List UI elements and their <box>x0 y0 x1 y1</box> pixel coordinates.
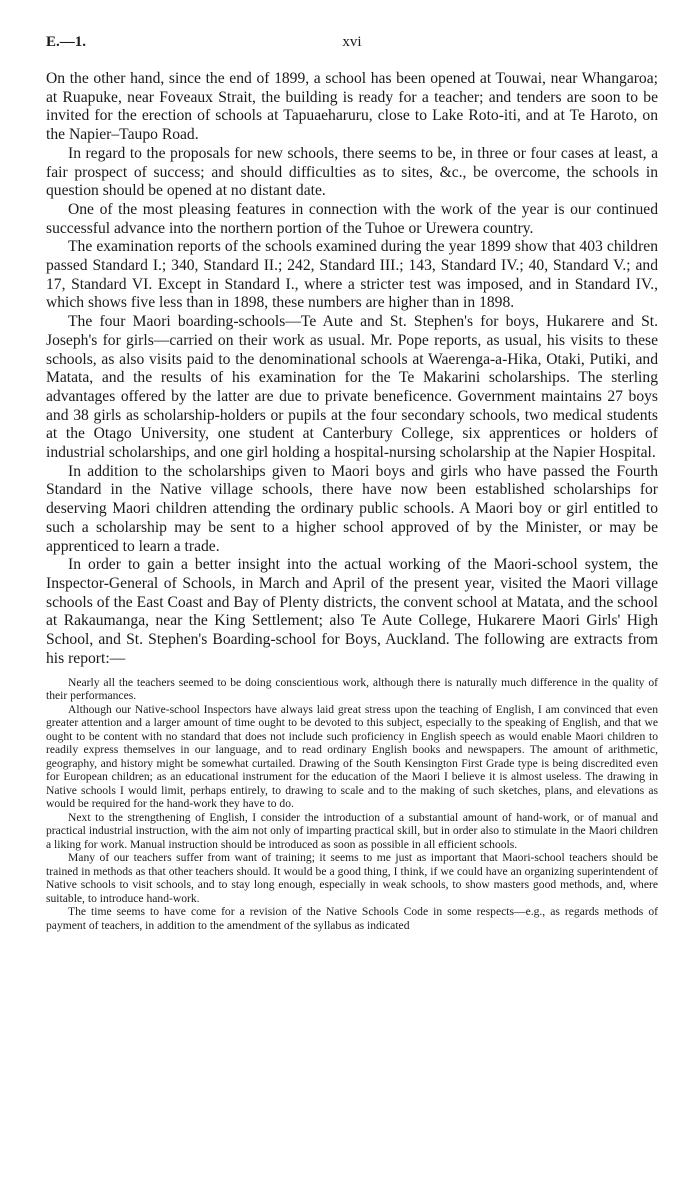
document-reference: E.—1. <box>46 34 87 50</box>
extract-hand-work: Next to the strengthening of English, I consider the introduction of a substantial amount of hand-work, or of manual and practical industrial instruction, with the aim not only of imparting practical skill, but in order also to stimulate in the Maori children a liking for work. Manual instruction should be introduced as soon as possible in all efficient schools. <box>46 810 658 851</box>
paragraph-examination-reports: The examination reports of the schools examined during the year 1899 show that 403 children passed Standard I.; 340, Standard II.; 242, Standard III.; 143, Standard IV.; 40, Standard V.; and 17, Standard VI. Except in Standard I., where a stricter test was imposed, and in Standard IV., which shows five less than in 1898, these numbers are higher than in 1898. <box>46 238 658 312</box>
page-header <box>46 34 658 70</box>
paragraph-proposals-new-schools: In regard to the proposals for new schools, there seems to be, in three or four cases at least, a fair prospect of success; and should difficulties as to sites, &c., be overcome, the schools in question should be opened at no distant date. <box>46 144 658 200</box>
paragraph-new-schools-opened: On the other hand, since the end of 1899, a school has been opened at Touwai, near Whangaroa; at Ruapuke, near Foveaux Strait, the building is ready for a teacher; and tenders are soon to be invited for the erection of schools at Tapuaeharuru, close to Lake Roto-iti, and at Te Haroto, on the Napier–Taupo Road. <box>46 70 658 144</box>
extract-teacher-training: Many of our teachers suffer from want of training; it seems to me just as important that Maori-school teachers should be trained in methods as that other teachers should. It would be a good thing, I think, if we could have an organizing superintendent of Native schools to visit schools, and to stay long enough, especially in weak schools, to show masters good methods, and, where suitable, to introduce hand-work. <box>46 851 658 905</box>
extract-teachers-conscientious: Nearly all the teachers seemed to be doing conscientious work, although there is naturally much difference in the quality of their performances. <box>46 675 658 702</box>
paragraph-inspector-general-visit: In order to gain a better insight into the actual working of the Maori-school system, the Inspector-General of Schools, in March and April of the present year, visited the Maori village schools of the East Coast and Bay of Plenty districts, the convent school at Matata, and the school at Rakaumanga, near the King Settlement; also Te Aute College, Hukarere Maori Girls' High School, and St. Stephen's Boarding-school for Boys, Auckland. The following are extracts from his report:— <box>46 556 658 667</box>
extract-code-revision: The time seems to have come for a revision of the Native Schools Code in some respects—e.g., as regards methods of payment of teachers, in addition to the amendment of the syllabus as indicated <box>46 905 658 932</box>
report-extract <box>46 676 658 933</box>
paragraph-scholarships: In addition to the scholarships given to Maori boys and girls who have passed the Fourth Standard in the Native village schools, there have now been established scholarships for deserving Maori children attending the ordinary public schools. A Maori boy or girl entitled to such a scholarship may be sent to a higher school approved of by the Minister, or may be apprenticed to learn a trade. <box>46 462 658 555</box>
report-body <box>46 70 658 669</box>
paragraph-urewera-advance: One of the most pleasing features in connection with the work of the year is our continued successful advance into the northern portion of the Tuhoe or Urewera country. <box>46 200 658 237</box>
page-number: xvi <box>342 34 362 50</box>
document-page <box>46 34 658 932</box>
paragraph-boarding-schools: The four Maori boarding-schools—Te Aute and St. Stephen's for boys, Hukarere and St. Joseph's for girls—carried on their work as usual. Mr. Pope reports, as usual, his visits to these schools, as also visits paid to the denominational schools at Waerenga-a-Hika, Otaki, Putiki, and Matata, and the results of his examination for the Te Makarini scholarships. The sterling advantages offered by the latter are due to private beneficence. Government maintains 27 boys and 38 girls as scholarship-holders or pupils at the four secondary schools, two medical students at the Otago University, one student at Canterbury College, six apprentices or holders of industrial scholarships, and one girl holding a hospital-nursing scholarship at the Napier Hospital. <box>46 313 658 462</box>
extract-teaching-english: Although our Native-school Inspectors have always laid great stress upon the teaching of English, I am convinced that even greater attention and a larger amount of time ought to be devoted to this subject, especially to the speaking of English, and that we ought to be content with no standard that does not include such proficiency in English speech as would enable Maori children to readily express themselves in our language, and to read ordinary English books and newspapers. The amount of arithmetic, geography, and history might be somewhat curtailed. Drawing of the South Kensington First Grade type is being discredited even for European children; as an educational instrument for the education of the Maori I believe it is almost useless. The drawing in Native schools I would limit, perhaps entirely, to drawing to scale and to the making of such sketches, plans, and elevations as would be required for the hand-work they have to do. <box>46 702 658 810</box>
